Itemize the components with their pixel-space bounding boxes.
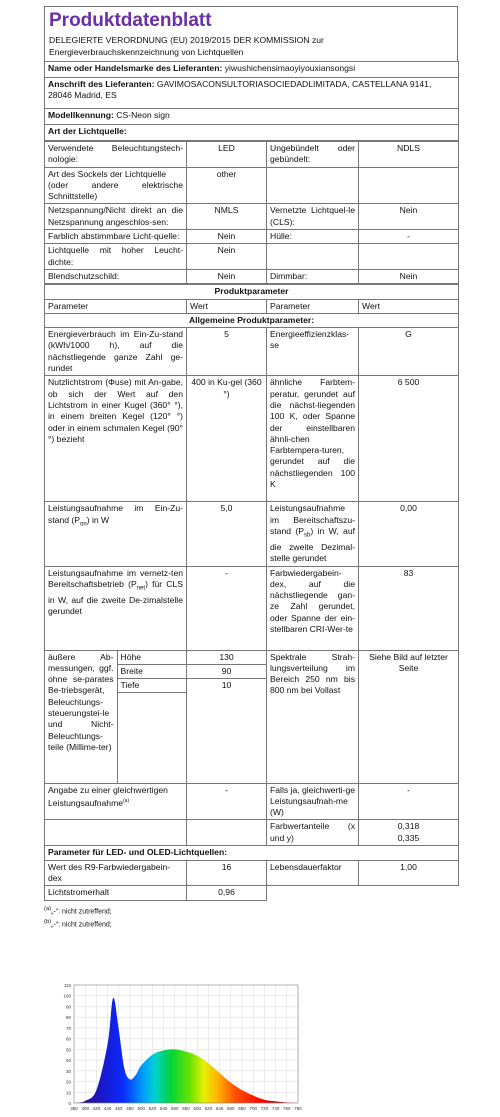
general-params-title: Allgemeine Produktparameter: — [45, 313, 459, 327]
x-tick-label: 420 — [92, 1106, 101, 1111]
x-tick-label: 380 — [70, 1106, 78, 1111]
flux-value: 400 in Ku-gel (360 °) — [187, 376, 267, 502]
lightsource-row — [45, 142, 459, 168]
y-tick-label: 100 — [63, 993, 71, 999]
model-value: CS-Neon sign — [116, 110, 170, 120]
x-tick-label: 460 — [115, 1106, 123, 1111]
page-title: Produktdatenblatt — [49, 10, 212, 31]
x-tick-label: 700 — [249, 1106, 257, 1111]
parameters-table — [44, 284, 459, 900]
lightsource-label-2 — [267, 244, 359, 270]
lightsource-row — [45, 244, 459, 270]
lightsource-label-2: Ungebündelt oder gebündelt: — [267, 142, 359, 168]
y-tick-label: 40 — [65, 1058, 71, 1064]
x-tick-label: 740 — [271, 1106, 280, 1111]
x-tick-label: 500 — [137, 1106, 145, 1111]
y-tick-label: 110 — [63, 983, 71, 988]
lightsource-row — [45, 269, 459, 283]
dim-value-2: 10 — [221, 679, 232, 690]
chroma-label: Farbwertanteile (x und y) — [267, 820, 359, 846]
dimensions-values-cell — [187, 650, 267, 783]
footnotes — [44, 904, 458, 931]
lightsource-type-label: Art der Lichtquelle: — [45, 125, 459, 141]
lightsource-value-2: Nein — [359, 204, 459, 230]
x-tick-label: 560 — [171, 1106, 179, 1111]
dim-value-0: 130 — [187, 651, 266, 665]
life-value: 1,00 — [359, 860, 459, 886]
chroma-values — [359, 820, 459, 846]
maint-value: 0,96 — [187, 886, 267, 900]
psb-label: Leistungsaufnahme im Bereitschaftszu-stand $(P_{sb})$ in W, auf die zweite Dezimal-stelle gerundet — [267, 502, 359, 566]
supplier-table — [44, 61, 459, 141]
x-tick-label: 720 — [260, 1106, 269, 1111]
dimensions-cell — [45, 650, 187, 783]
col-value-2: Wert — [359, 299, 459, 313]
params-title: Produktparameter — [45, 285, 459, 299]
x-tick-label: 680 — [238, 1106, 246, 1111]
chroma-x: 0,318 — [397, 821, 420, 832]
x-tick-label: 780 — [294, 1106, 302, 1111]
y-tick-label: 70 — [65, 1025, 71, 1031]
y-tick-label: 90 — [65, 1004, 71, 1010]
lightsource-value: Nein — [187, 269, 267, 283]
lightsource-label: Blendschutzschild: — [45, 269, 187, 283]
lightsource-label-2: Hülle: — [267, 230, 359, 244]
chroma-y: 0,335 — [397, 832, 420, 843]
x-tick-label: 400 — [81, 1106, 89, 1111]
dim-name-0: Höhe — [117, 651, 187, 665]
lightsource-row — [45, 204, 459, 230]
supplier-address-value: GAVIMOSACONSULTORIASOCIEDADLIMITADA, CASTELLANA 9141, 28046 Madrid, ES — [48, 79, 432, 101]
x-tick-label: 540 — [159, 1106, 168, 1111]
x-tick-label: 600 — [193, 1106, 201, 1111]
lightsource-value: Nein — [187, 230, 267, 244]
lightsource-table — [44, 141, 459, 284]
equiv2-value: - — [359, 783, 459, 820]
dim-value-1: 90 — [187, 665, 266, 679]
spectral-value: Siehe Bild auf letzter Seite — [359, 650, 459, 783]
x-tick-label: 440 — [103, 1106, 112, 1111]
lightsource-value: Nein — [187, 244, 267, 270]
regulation-text: DELEGIERTE VERORDNUNG (EU) 2019/2015 DER KOMMISSION zur Energieverbrauchskennzeichnung von Lichtquellen — [49, 35, 324, 57]
maint-label: Lichtstromerhalt — [45, 886, 187, 900]
cri-label: Farbwiedergabein-dex, auf die nächstliegende gan-ze Zahl gerundet, oder Spanne der ein-stellbaren CRI-Wer-te — [267, 566, 359, 650]
x-tick-label: 620 — [204, 1106, 213, 1111]
equiv2-label: Falls ja, gleichwerti-ge Leistungsaufnah-me (W) — [267, 783, 359, 820]
psb-value: 0,00 — [359, 502, 459, 566]
datasheet — [44, 6, 458, 930]
r9-value: 16 — [187, 860, 267, 886]
dim-name-2: Tiefe — [117, 679, 187, 693]
spectral-chart — [0, 977, 500, 1117]
lightsource-label: Farblich abstimmbare Licht-quelle: — [45, 230, 187, 244]
x-tick-label: 760 — [283, 1106, 291, 1111]
lightsource-value: LED — [187, 142, 267, 168]
y-tick-label: 30 — [65, 1068, 71, 1074]
pnet-label: Leistungsaufnahme im vernetz-ten Bereitschaftsbetrieb $(P_{net})$ für CLS in W, auf die zweite De-zimalstelle gerundet — [45, 566, 187, 650]
col-value-1: Wert — [187, 299, 267, 313]
dimensions-label: äußere Ab-messungen, ggf. ohne se-parates Be-triebsgerät, Beleuchtungs-steuerungstei-le und Nicht-Beleuchtungs-teile (Millime-ter) — [45, 651, 117, 783]
led-params-title: Parameter für LED- und OLED-Lichtquellen: — [45, 846, 459, 860]
cri-value: 83 — [359, 566, 459, 650]
r9-label: Wert des R9-Farbwiedergabein-dex — [45, 860, 187, 886]
supplier-name-value: yiwushichensimaoyiyouxiansongsi — [224, 63, 356, 73]
x-tick-label: 640 — [215, 1106, 224, 1111]
cct-label: ähnliche Farbtem-peratur, gerundet auf die nächst-liegenden 100 K, oder Spanne der einstellbaren ähnli-chen Farbtempera-turen, gerundet auf die nächstliegenden 100 K — [267, 376, 359, 502]
lightsource-label-2: Dimmbar: — [267, 269, 359, 283]
pon-label: Leistungsaufnahme im Ein-Zu-stand $(P_{on})$ in W — [45, 502, 187, 566]
lightsource-label: Art des Sockels der Lichtquelle (oder andere elektrische Schnittstelle) — [45, 167, 187, 204]
x-tick-label: 660 — [227, 1106, 235, 1111]
lightsource-label: Netzspannung/Nicht direkt an die Netzspannung angeschlos-sen: — [45, 204, 187, 230]
lightsource-row — [45, 230, 459, 244]
datasheet-header — [44, 6, 458, 61]
supplier-address-label: Anschrift des Lieferanten: — [48, 79, 155, 89]
eec-label: Energieeffizienzklas-se — [267, 328, 359, 376]
col-param-2: Parameter — [267, 299, 359, 313]
lightsource-value-2: Nein — [359, 269, 459, 283]
y-tick-label: 10 — [65, 1090, 71, 1096]
energy-label: Energieverbrauch im Ein-Zu-stand (kWh/1000 h), auf die nächstliegende ganze Zahl ge-rundet — [45, 328, 187, 376]
energy-value: 5 — [187, 328, 267, 376]
footnote-b: $^{(b)}$„-“: nicht zutreffend; — [44, 918, 112, 929]
footnote-a: $^{(a)}$„-“: nicht zutreffend; — [44, 905, 112, 915]
flux-label: Nutzlichtstrom (Φuse) mit An-gabe, ob sich der Wert auf den Lichtstrom in einer Kugel (360° °), in einem breiten Kegel (120° °) oder in einem schmalen Kegel (90° °) bezieht — [45, 376, 187, 502]
life-label: Lebensdauerfaktor — [267, 860, 359, 886]
cct-value: 6 500 — [359, 376, 459, 502]
lightsource-label: Verwendete Beleuchtungstech-nologie: — [45, 142, 187, 168]
dimensions-subtable — [45, 651, 187, 783]
x-tick-label: 580 — [182, 1106, 190, 1111]
lightsource-value-2: NDLS — [359, 142, 459, 168]
lightsource-value-2: - — [359, 230, 459, 244]
col-param-1: Parameter — [45, 299, 187, 313]
lightsource-value-2 — [359, 244, 459, 270]
lightsource-label-2: Vernetzte Lichtquel-le (CLS): — [267, 204, 359, 230]
spectral-label: Spektrale Strah-lungsverteilung im Bereich 250 nm bis 800 nm bei Vollast — [267, 650, 359, 783]
y-tick-label: 0 — [68, 1101, 71, 1106]
y-tick-label: 80 — [65, 1015, 71, 1021]
y-tick-label: 50 — [65, 1047, 71, 1053]
lightsource-value: other — [187, 167, 267, 204]
lightsource-label-2 — [267, 167, 359, 204]
lightsource-value: NMLS — [187, 204, 267, 230]
equiv-value: - — [187, 783, 267, 820]
lightsource-value-2 — [359, 167, 459, 204]
lightsource-row — [45, 167, 459, 204]
dim-name-1: Breite — [117, 664, 187, 678]
pon-value: 5,0 — [187, 502, 267, 566]
model-label: Modellkennung: — [48, 110, 114, 120]
y-tick-label: 20 — [65, 1079, 71, 1085]
equiv-label: Angabe zu einer gleichwertigen Leistungsaufnahme$^{(a)}$ — [45, 783, 187, 820]
eec-value: G — [359, 328, 459, 376]
x-tick-label: 520 — [148, 1106, 157, 1111]
x-tick-label: 480 — [126, 1106, 134, 1111]
lightsource-label: Lichtquelle mit hoher Leucht-dichte: — [45, 244, 187, 270]
supplier-name-label: Name oder Handelsmarke des Lieferanten: — [48, 63, 223, 73]
pnet-value: - — [187, 566, 267, 650]
y-tick-label: 60 — [65, 1036, 71, 1042]
